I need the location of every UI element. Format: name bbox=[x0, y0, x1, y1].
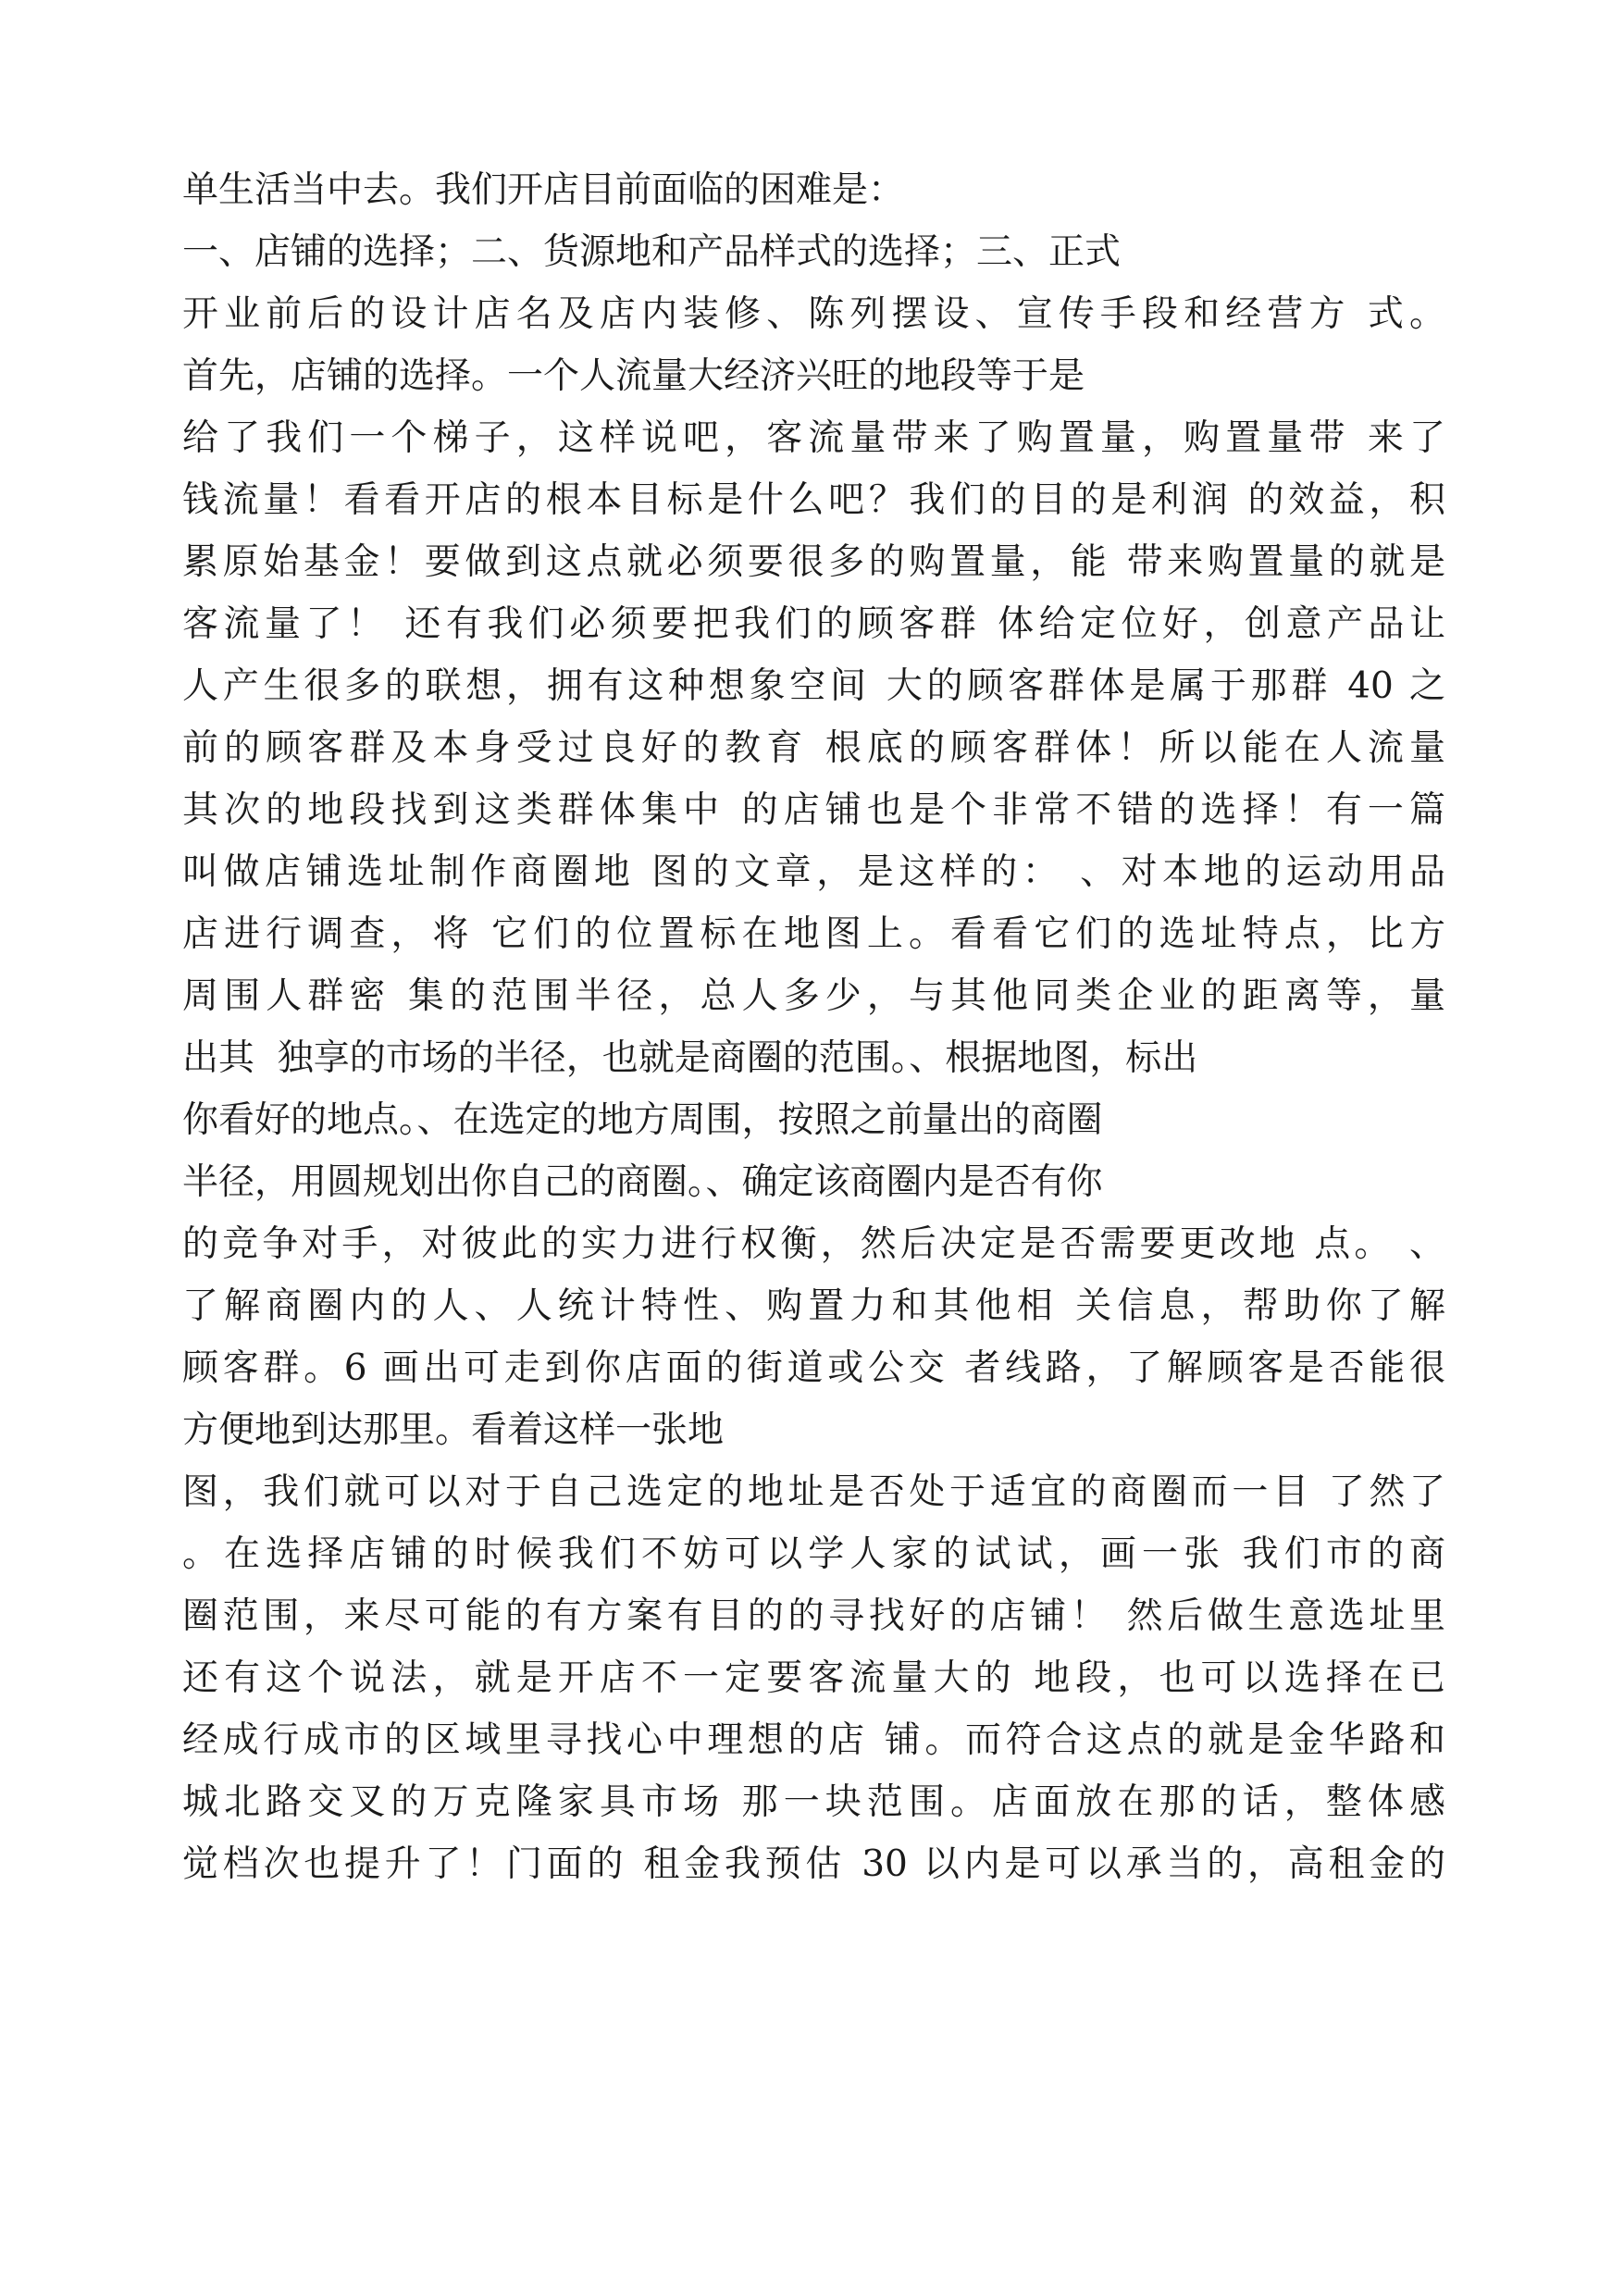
text-line: 钱流量！看看开店的根本目标是什么吧？我们的目的是利润 的效益，积 bbox=[182, 479, 1445, 521]
text-line: 了解商圈内的人、人统计特性、购置力和其他相 关信息，帮助你了解 bbox=[182, 1285, 1445, 1327]
text-line: 客流量了！ 还有我们必须要把我们的顾客群 体给定位好，创意产品让 bbox=[182, 603, 1445, 645]
text-line: 首先，店铺的选择。一个人流量大经济兴旺的地段等于是 bbox=[182, 355, 1085, 397]
text-line: 圈范围，来尽可能的有方案有目的的寻找好的店铺！ 然后做生意选址里 bbox=[182, 1595, 1445, 1637]
text-line: 一、店铺的选择；二、货源地和产品样式的选择；三、正式 bbox=[182, 231, 1122, 273]
text-line: 人产生很多的联想，拥有这种想象空间 大的顾客群体是属于那群 40 之 bbox=[182, 665, 1445, 707]
body-text bbox=[182, 159, 1445, 1895]
text-line: 还有这个说法，就是开店不一定要客流量大的 地段，也可以选择在已 bbox=[182, 1657, 1445, 1699]
text-line: 给了我们一个梯子，这样说吧，客流量带来了购置量，购置量带 来了 bbox=[182, 417, 1445, 459]
text-line: 你看好的地点。、在选定的地方周围，按照之前量出的商圈 bbox=[182, 1099, 1103, 1141]
text-line: 单生活当中去。我们开店目前面临的困难是： bbox=[182, 169, 905, 211]
text-line: 图，我们就可以对于自己选定的地址是否处于适宜的商圈而一目 了然了 bbox=[182, 1471, 1445, 1513]
text-line: 。在选择店铺的时候我们不妨可以学人家的试试，画一张 我们市的商 bbox=[182, 1533, 1445, 1575]
text-line: 累原始基金！要做到这点就必须要很多的购置量，能 带来购置量的就是 bbox=[182, 541, 1445, 583]
text-line: 开业前后的设计店名及店内装修、陈列摆设、宣传手段和经营方 式。 bbox=[182, 293, 1445, 335]
text-line: 周围人群密 集的范围半径，总人多少，与其他同类企业的距离等，量 bbox=[182, 975, 1445, 1017]
text-line: 顾客群。6 画出可走到你店面的街道或公交 者线路，了解顾客是否能很 bbox=[182, 1347, 1445, 1389]
text-line: 前的顾客群及本身受过良好的教育 根底的顾客群体！所以能在人流量 bbox=[182, 727, 1445, 769]
text-line: 觉档次也提升了！门面的 租金我预估 30 以内是可以承当的，高租金的 bbox=[182, 1843, 1445, 1885]
text-line: 叫做店铺选址制作商圈地 图的文章，是这样的： 、对本地的运动用品 bbox=[182, 851, 1445, 893]
text-line: 出其 独享的市场的半径，也就是商圈的范围。、根据地图，标出 bbox=[182, 1037, 1198, 1079]
text-line: 其次的地段找到这类群体集中 的店铺也是个非常不错的选择！有一篇 bbox=[182, 789, 1445, 831]
text-line: 经成行成市的区域里寻找心中理想的店 铺。而符合这点的就是金华路和 bbox=[182, 1719, 1445, 1761]
text-line: 半径，用圆规划出你自己的商圈。、确定该商圈内是否有你 bbox=[182, 1161, 1103, 1203]
text-line: 方便地到达那里。看着这样一张地 bbox=[182, 1409, 725, 1451]
text-line: 城北路交叉的万克隆家具市场 那一块范围。店面放在那的话，整体感 bbox=[182, 1781, 1445, 1823]
text-line: 的竞争对手，对彼此的实力进行权衡，然后决定是否需要更改地 点。 、 bbox=[182, 1223, 1445, 1265]
text-line: 店进行调查，将 它们的位置标在地图上。看看它们的选址特点，比方 bbox=[182, 913, 1445, 955]
